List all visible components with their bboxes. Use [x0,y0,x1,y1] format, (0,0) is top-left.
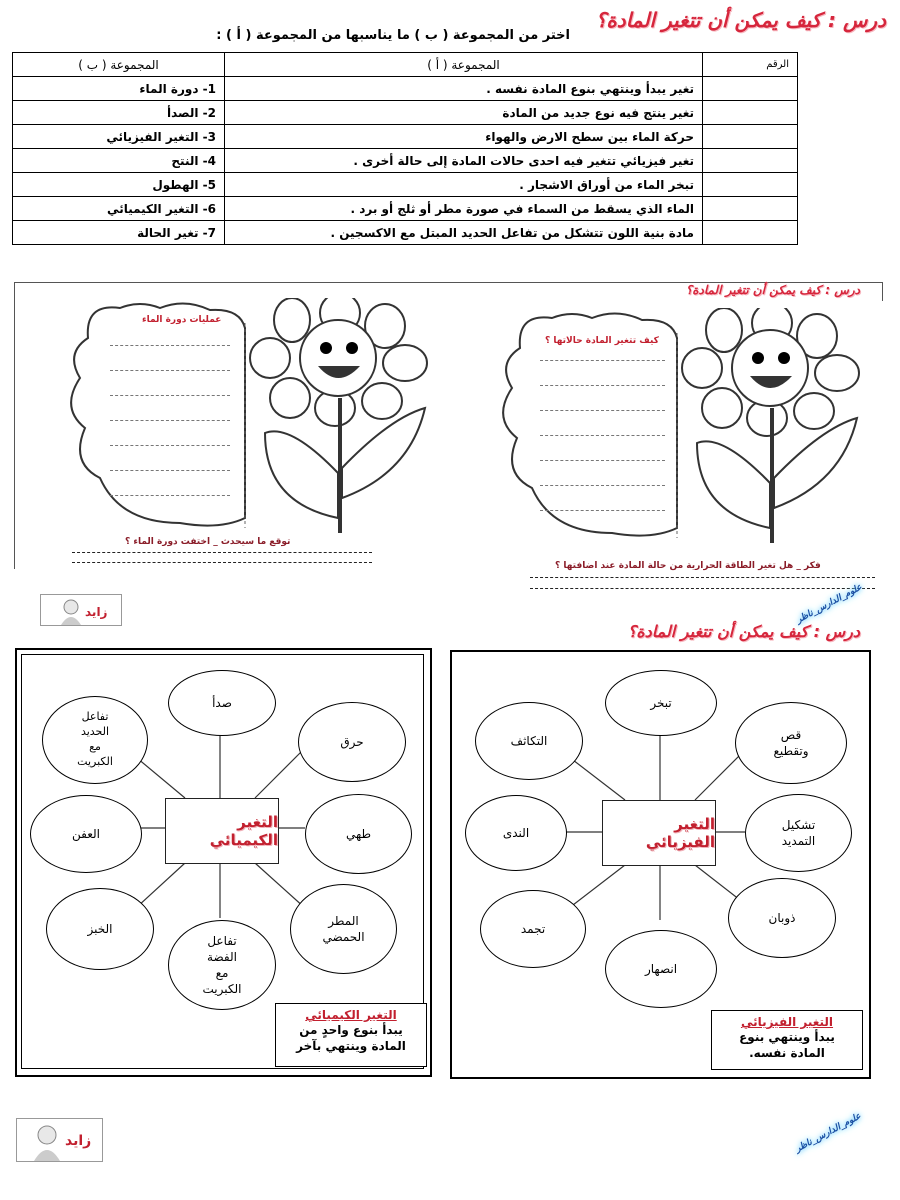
concept-bubble: ذوبان [728,878,836,958]
group-a-cell: تغير ينتج فيه نوع جديد من المادة [225,101,703,125]
chemical-change-center: التغير الكيميائي [165,798,279,864]
right-prompt-text: فكر _ هل تغير الطاقة الحرارية من حالة المادة عند اضافتها ؟ [555,561,821,571]
left-prompt-text: توقع ما سيحدث _ اختفت دورة الماء ؟ [125,537,291,547]
writing-line [110,420,230,421]
concept-bubble: المطر الحمضي [290,884,397,974]
answer-line[interactable] [72,562,372,563]
column-header-number: الرقم [703,53,798,77]
writing-line [110,395,230,396]
right-bubble-title: كيف تتغير المادة حالاتها ؟ [545,336,659,346]
group-a-cell: حركة الماء بين سطح الارض والهواء [225,125,703,149]
column-header-group-a: المجموعة ( أ ) [225,53,703,77]
logo [40,594,122,626]
writing-line [110,370,230,371]
table-row [13,173,798,197]
group-b-cell: 4- النتح [13,149,225,173]
writing-line [110,345,230,346]
table-row [13,221,798,245]
page-title: درس : كيف يمكن أن تتغير المادة؟ [595,8,886,32]
concept-bubble: تبخر [605,670,717,736]
answer-cell[interactable] [703,197,798,221]
answer-cell[interactable] [703,101,798,125]
concept-bubble: انصهار [605,930,717,1008]
concept-bubble: الندى [465,795,567,871]
instruction-text: اختر من المجموعة ( ب ) ما يناسبها من المجموعة ( أ ) : [216,28,570,43]
concept-bubble: تجمد [480,890,586,968]
definition-title: التغير الكيميائي [305,1008,397,1022]
group-b-cell: 1- دورة الماء [13,77,225,101]
table-header-row [13,53,798,77]
column-header-group-b: المجموعة ( ب ) [13,53,225,77]
concept-bubble: صدأ [168,670,276,736]
group-b-cell: 7- تغير الحالة [13,221,225,245]
concept-bubble: قص وتقطيع [735,702,847,784]
answer-line[interactable] [530,588,875,589]
answer-cell[interactable] [703,77,798,101]
group-a-cell: تغير فيزيائي تتغير فيه احدى حالات المادة إلى حالة أخرى . [225,149,703,173]
group-b-cell: 6- التغير الكيميائي [13,197,225,221]
table-row [13,101,798,125]
concept-bubble: تشكيل التمديد [745,794,852,872]
concept-bubble: العفن [30,795,142,873]
table-row [13,125,798,149]
logo [16,1118,103,1162]
physical-definition-box [711,1010,863,1070]
writing-line [110,445,230,446]
answer-line[interactable] [530,577,875,578]
writing-line [540,360,665,361]
flower-illustration-left [60,298,440,538]
table-row [13,77,798,101]
group-a-cell: تغير يبدأ وينتهي بنوع المادة نفسه . [225,77,703,101]
table-row [13,197,798,221]
author-stamp: علوم_الدارس_ناظر [793,1111,863,1155]
group-b-cell: 2- الصدأ [13,101,225,125]
physical-change-center: التغير الفيزيائي [602,800,716,866]
author-stamp: علوم_الدارس_ناظر [794,582,864,626]
group-b-cell: 3- التغير الفيزيائي [13,125,225,149]
concept-bubble: الخبز [46,888,154,970]
writing-line [540,460,665,461]
concept-bubble: تفاعل الحديد مع الكبريت [42,696,148,784]
group-b-cell: 5- الهطول [13,173,225,197]
logo-text: زايد [65,1133,92,1149]
writing-line [540,510,665,511]
writing-line [540,435,665,436]
definition-title: التغير الفيزيائي [740,1015,834,1029]
concept-map-title: درس : كيف يمكن أن تتغير المادة؟ [627,622,860,641]
writing-line [110,470,230,471]
definition-text: يبدأ بنوع واحدٍ من المادة وينتهي بآخر [296,1023,406,1054]
concept-bubble: تفاعل الفضة مع الكبريت [168,920,276,1010]
matching-table [12,52,798,245]
answer-cell[interactable] [703,173,798,197]
answer-line[interactable] [72,552,372,553]
concept-bubble: التكاثف [475,702,583,780]
concept-bubble: حرق [298,702,406,782]
group-a-cell: الماء الذي يسقط من السماء في صورة مطر أو ثلج أو برد . [225,197,703,221]
flower-sheet-title: درس : كيف يمكن أن تتغير المادة؟ [685,283,860,297]
writing-line [540,410,665,411]
answer-cell[interactable] [703,125,798,149]
chemical-definition-box [275,1003,427,1067]
logo-portrait-icon [41,595,121,625]
left-bubble-title: عمليات دورة الماء [142,315,222,325]
group-a-cell: مادة بنية اللون تتشكل من تفاعل الحديد المبتل مع الاكسجين . [225,221,703,245]
concept-bubble: طهي [305,794,412,874]
group-a-cell: تبخر الماء من أوراق الاشجار . [225,173,703,197]
table-row [13,149,798,173]
answer-cell[interactable] [703,149,798,173]
writing-line [540,485,665,486]
definition-text: يبدأ وينتهي بنوع المادة نفسه. [739,1030,835,1061]
writing-line [110,495,230,496]
logo-text: زايد [85,605,108,619]
writing-line [540,385,665,386]
answer-cell[interactable] [703,221,798,245]
